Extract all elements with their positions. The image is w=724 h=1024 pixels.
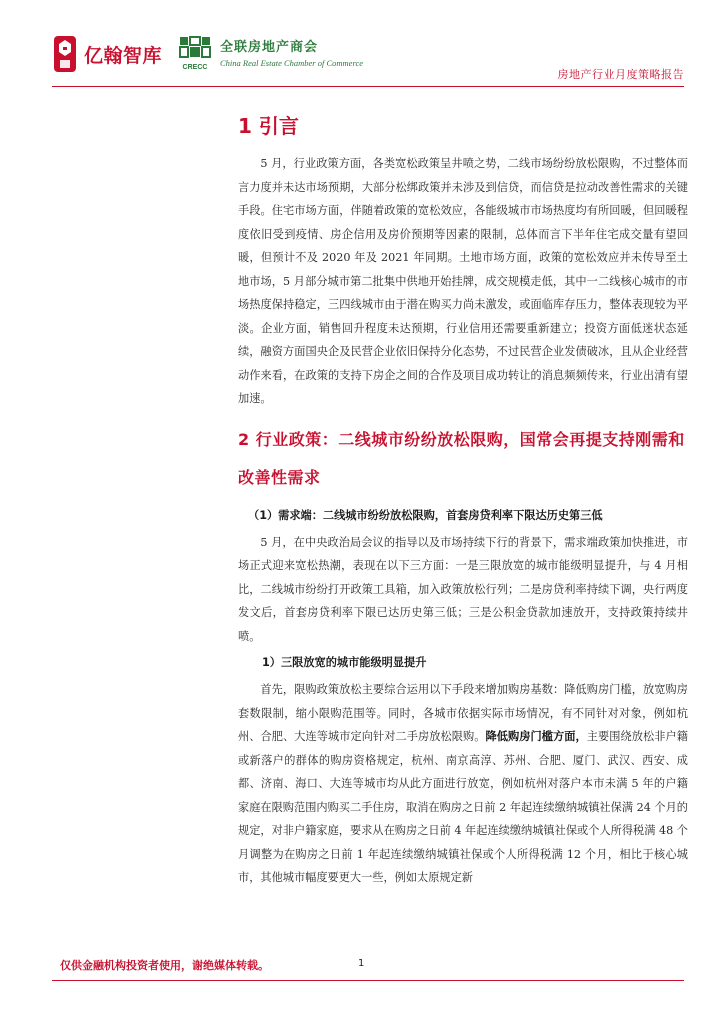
yihan-logo-mark-icon bbox=[52, 34, 78, 74]
crecc-name-en: China Real Estate Chamber of Commerce bbox=[220, 58, 363, 68]
header-divider bbox=[52, 86, 684, 87]
svg-text:CRECC: CRECC bbox=[182, 64, 208, 71]
yihan-logo bbox=[52, 34, 162, 74]
section1-title: 1 引言 bbox=[238, 114, 299, 138]
main-content bbox=[238, 110, 688, 890]
footer-divider bbox=[52, 980, 684, 981]
para-end: 主要围绕放松非户籍或新落户的群体的购房资格规定，杭州、南京高淳、苏州、合肥、厦门、武汉、西安、成都、济南、海口、大连等城市均从此方面进行放宽，例如杭州对落户本市未满 5 年的户籍家庭在限购范围内购买二手住房，取消在购房之日前 2 年起连续缴纳城镇社保满 24 个月的规定，对非户籍家庭，要求从在购房之日前 4 年起连续缴纳城镇社保或个人所得税满 48 个月调整为在购房之日前 1 年起连续缴纳城镇社保或个人所得税满 12 个月，相比于核心城市，其他城市幅度要更大一些，例如太原规定新 bbox=[238, 730, 688, 884]
page-header bbox=[0, 0, 724, 92]
crecc-logo-text bbox=[220, 36, 363, 68]
subsection1-1-title: 1）三限放宽的城市能级明显提升 bbox=[262, 656, 427, 669]
section1-paragraph: 5 月，行业政策方面，各类宽松政策呈井喷之势，二线市场纷纷放松限购，不过整体而言力度并未达市场预期，大部分松绑政策并未涉及到信贷，而信贷是拉动改善性需求的关键手段。住宅市场方面，伴随着政策的宽松效应，各能级城市市场热度均有所回暖，但回暖程度依旧受到疫情、房企信用及房价预期等因素的限制，总体而言下半年住宅成交量有望回暖，但预计不及 2020 年及 2021 年同期。土地市场方面，政策的宽松效应并未传导至土地市场，5 月部分城市第二批集中供地开始挂牌，成交规模走低，其中一二线核心城市的市场热度保持稳定，三四线城市由于潜在购买力尚未激发，或面临库存压力，整体表现较为平淡。企业方面，销售回升程度未达预期，行业信用还需要重新建立；投资方面低迷状态延续，融资方面国央企及民营企业依旧保持分化态势，不过民营企业发债破冰，且从企业经营动作来看，在政策的支持下房企之间的合作及项目成功转让的消息频频传来，行业出清有望加速。 bbox=[238, 157, 688, 405]
page-number: 1 bbox=[358, 958, 365, 969]
crecc-logo-mark-icon bbox=[178, 36, 212, 72]
para-start: 首先，限购政策放松主要综合运用以下手段来增加购房基数：降低购房门槛，放宽购房套数限制，缩小限购范围等。同时，各城市依据实际市场情况，有不同针对对象，例如杭州、合肥、大连等城市定向针对二手房放松限购。 bbox=[238, 683, 688, 743]
subsection1-paragraph: 5 月，在中央政治局会议的指导以及市场持续下行的背景下，需求端政策加快推进，市场正式迎来宽松热潮，表现在以下三方面：一是三限放宽的城市能级明显提升，与 4 月相比，二线城市纷纷打开政策工具箱，加入政策放松行列；二是房贷利率持续下调，央行两度发文后，首套房贷利率下限已达历史第三低；三是公积金贷款加速放开，支持政策持续井喷。 bbox=[238, 535, 688, 643]
section2-title: 2 行业政策：二线城市纷纷放松限购，国常会再提支持刚需和改善性需求 bbox=[238, 429, 685, 487]
para-highlight: 降低购房门槛方面， bbox=[485, 730, 587, 743]
footer-disclaimer: 仅供金融机构投资者使用，谢绝媒体转载。 bbox=[60, 959, 269, 972]
crecc-logo bbox=[178, 36, 363, 72]
subsection1-1-paragraph bbox=[238, 678, 688, 890]
report-type-label: 房地产行业月度策略报告 bbox=[557, 68, 684, 81]
yihan-logo-text: 亿翰智库 bbox=[84, 44, 163, 67]
subsection1-title: （1）需求端：二线城市纷纷放松限购，首套房贷利率下限达历史第三低 bbox=[248, 508, 603, 522]
crecc-name-cn: 全联房地产商会 bbox=[220, 40, 319, 55]
